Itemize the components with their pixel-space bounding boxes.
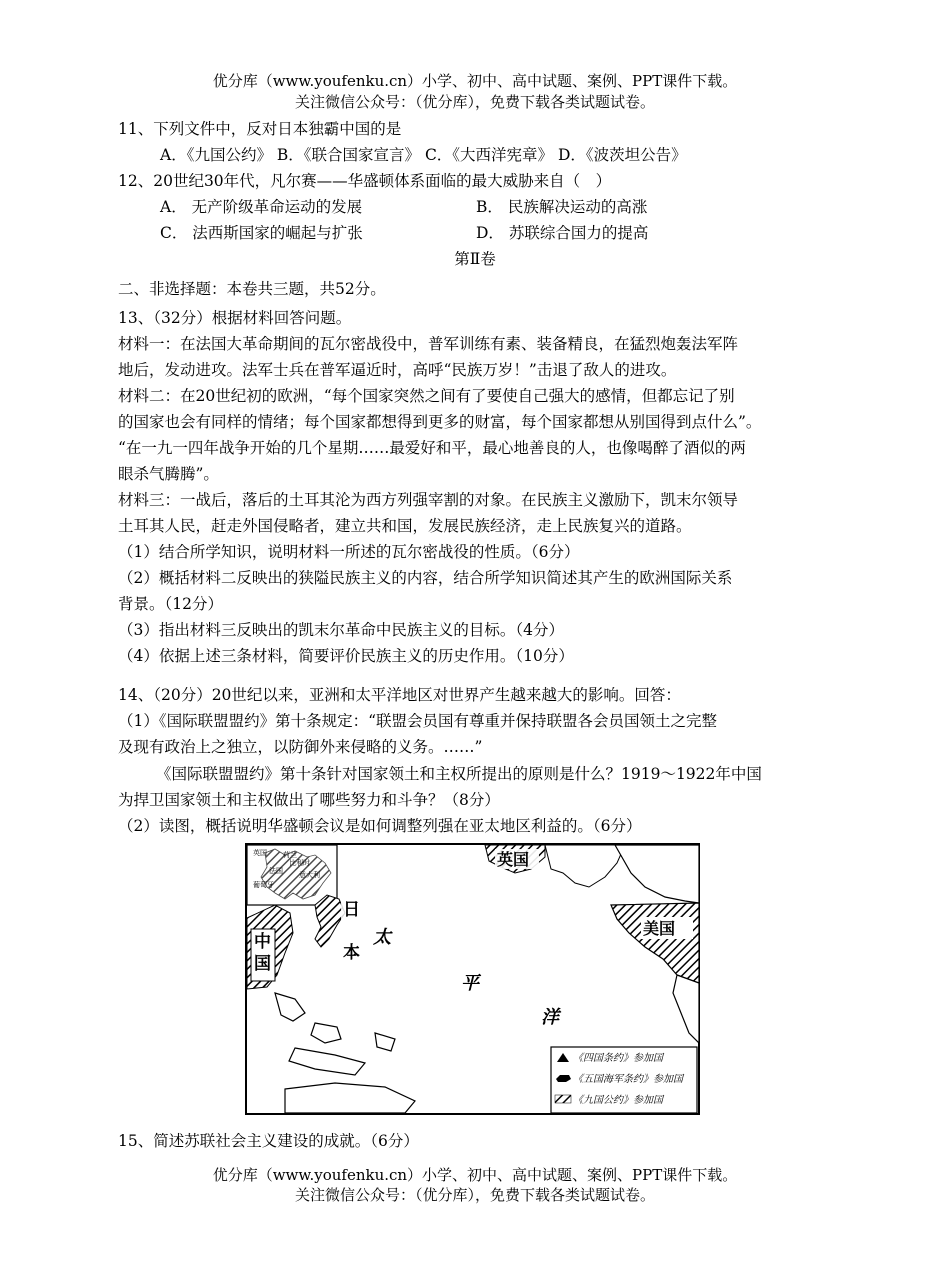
europe-label-belgium: 比利时 — [289, 859, 310, 867]
q12-option-c: C． 法西斯国家的崛起与扩张 — [160, 224, 363, 242]
map-label-usa: 美国 — [643, 919, 676, 938]
q14-sub-2: （2）读图，概括说明华盛顿会议是如何调整列强在亚太地区利益的。（6分） — [118, 817, 642, 835]
map-label-china-2: 国 — [254, 954, 271, 974]
q12-option-d: D． 苏联综合国力的提高 — [476, 224, 649, 242]
header-line-2: 关注微信公众号：（优分库），免费下载各类试题试卷。 — [294, 93, 655, 111]
legend-hatch-icon — [555, 1095, 571, 1103]
q14-sub-1-line-2: 及现有政治上之独立，以防御外来侵略的义务。……” — [118, 738, 483, 756]
q13-material-1-line-2: 地后，发动进攻。法军士兵在普军逼近时，高呼“民族万岁！”击退了敌人的进攻。 — [118, 361, 677, 379]
europe-inset — [247, 845, 337, 905]
legend-item-2: 《五国海军条约》参加国 — [573, 1074, 683, 1085]
q13-sub-2-line-2: 背景。（12分） — [118, 595, 223, 613]
q14-stem: 14、（20分）20世纪以来，亚洲和太平洋地区对世界产生越来越大的影响。回答： — [118, 686, 681, 704]
q13-material-3-line-1: 材料三：一战后，落后的土耳其沦为西方列强宰割的对象。在民族主义激励下，凯末尔领导 — [118, 491, 739, 509]
map-label-japan-1: 日 — [343, 900, 360, 920]
section-2-intro: 二、非选择题：本卷共三题，共52分。 — [118, 280, 386, 298]
q13-material-2-line-3: “在一九一四年战争开始的几个星期……最爱好和平，最心地善良的人，也像喝醉了酒似的两 — [118, 439, 746, 457]
q13-stem: 13、（32分）根据材料回答问题。 — [118, 309, 352, 327]
legend-item-3: 《九国公约》参加国 — [573, 1095, 663, 1106]
map-legend — [551, 1047, 697, 1113]
europe-label-italy: 意大利 — [299, 871, 320, 879]
q12-option-a: A． 无产阶级革命运动的发展 — [160, 198, 363, 216]
q14-sub-1-line-3: 《国际联盟盟约》第十条针对国家领土和主权所提出的原则是什么？1919～1922年中国 — [156, 765, 762, 783]
q15-stem: 15、简述苏联社会主义建设的成就。（6分） — [118, 1132, 419, 1150]
q12-stem: 12、20世纪30年代，凡尔赛——华盛顿体系面临的最大威胁来自（ ） — [118, 172, 612, 190]
q13-material-2-line-1: 材料二：在20世纪初的欧洲，“每个国家突然之间有了要使自己强大的感情，但都忘记了别 — [118, 387, 735, 405]
map-label-pacific-2: 平 — [461, 973, 479, 994]
map-label-japan-2: 本 — [343, 943, 360, 963]
q11-options: A．《九国公约》 B．《联合国家宣言》 C．《大西洋宪章》 D．《波茨坦公告》 — [160, 146, 687, 164]
q13-sub-3: （3）指出材料三反映出的凯末尔革命中民族主义的目标。（4分） — [118, 621, 564, 639]
q14-sub-1-line-1: （1）《国际联盟盟约》第十条规定：“联盟会员国有尊重并保持联盟各会员国领土之完整 — [118, 712, 718, 730]
q13-sub-1: （1）结合所学知识，说明材料一所述的瓦尔密战役的性质。（6分） — [118, 543, 580, 561]
europe-label-netherlands: 荷兰 — [283, 851, 297, 859]
q13-sub-4: （4）依据上述三条材料，简要评价民族主义的历史作用。（10分） — [118, 647, 574, 665]
map-label-china-1: 中 — [254, 932, 271, 952]
europe-label-portugal: 葡萄牙 — [253, 881, 274, 889]
q11-stem: 11、下列文件中，反对日本独霸中国的是 — [118, 120, 402, 138]
europe-label-uk: 英国 — [253, 849, 267, 857]
europe-label-france: 法国 — [269, 867, 283, 875]
map-label-uk: 英国 — [497, 850, 530, 869]
footer-line-2: 关注微信公众号：（优分库），免费下载各类试题试卷。 — [294, 1186, 655, 1204]
header-line-1: 优分库（www.youfenku.cn）小学、初中、高中试题、案例、PPT课件下载。 — [212, 72, 738, 90]
section-2-title: 第Ⅱ卷 — [454, 250, 496, 268]
map-label-pacific-1: 太 — [373, 927, 391, 948]
footer-line-1: 优分库（www.youfenku.cn）小学、初中、高中试题、案例、PPT课件下载。 — [212, 1166, 738, 1184]
q12-option-b: B． 民族解决运动的高涨 — [476, 198, 648, 216]
q13-sub-2-line-1: （2）概括材料二反映出的狭隘民族主义的内容，结合所学知识简述其产生的欧洲国际关系 — [118, 569, 733, 587]
q13-material-3-line-2: 土耳其人民，赶走外国侵略者，建立共和国，发展民族经济，走上民族复兴的道路。 — [118, 517, 692, 535]
q13-material-2-line-4: 眼杀气腾腾”。 — [118, 465, 219, 483]
q14-sub-1-line-4: 为捍卫国家领土和主权做出了哪些努力和斗争？（8分） — [118, 791, 500, 809]
q13-material-1-line-1: 材料一：在法国大革命期间的瓦尔密战役中，普军训练有素、装备精良，在猛烈炮轰法军阵 — [118, 335, 739, 353]
map-label-pacific-3: 洋 — [541, 1007, 559, 1028]
legend-item-1: 《四国条约》参加国 — [573, 1053, 663, 1064]
pacific-map — [245, 843, 700, 1115]
q13-material-2-line-2: 的国家也会有同样的情绪；每个国家都想得到更多的财富，每个国家都想从别国得到点什么”。 — [118, 413, 762, 431]
